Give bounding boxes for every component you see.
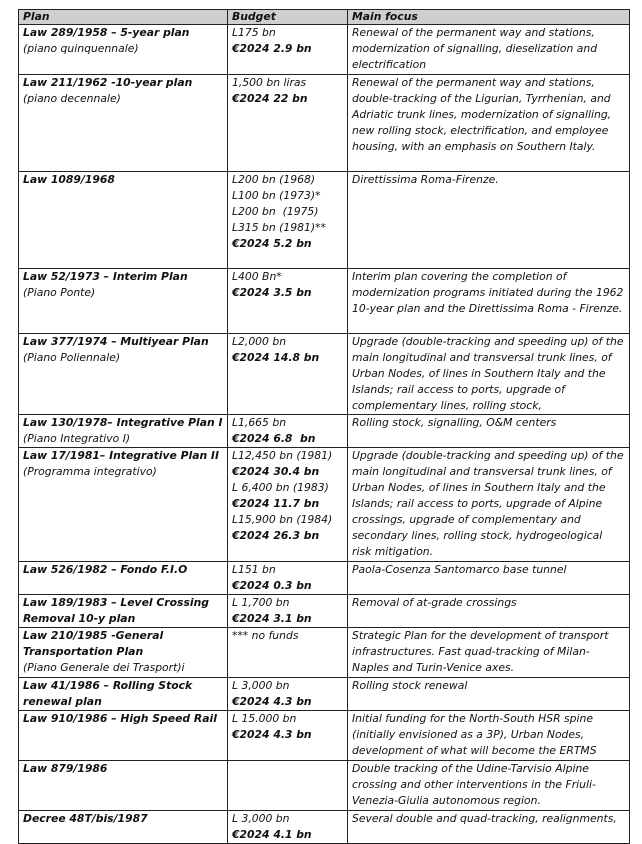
plan-name: Law 210/1985 -General Transportation Plan xyxy=(23,629,164,658)
budget-lira: L12,450 bn (1981) xyxy=(232,449,333,462)
plan-cell xyxy=(19,25,228,75)
plan-name: Law 526/1982 – Fondo F.I.O xyxy=(23,563,188,576)
budget-eur-2024: €2024 14.8 bn xyxy=(232,351,320,364)
table-row xyxy=(19,811,630,844)
plan-subtitle: (piano decennale) xyxy=(23,92,121,105)
budget-lira: L400 Bn* xyxy=(232,270,282,283)
budget-lira: L151 bn xyxy=(232,563,276,576)
plan-name: Law 130/1978– Integrative Plan I xyxy=(23,416,223,429)
budget-eur-2024: €2024 26.3 bn xyxy=(232,529,320,542)
budget-lira: L 6,400 bn (1983) xyxy=(232,481,329,494)
plan-cell xyxy=(19,678,228,711)
budget-cell xyxy=(228,415,348,448)
budget-lira: L2,000 bn xyxy=(232,335,287,348)
budget-cell xyxy=(228,269,348,334)
plan-name: Law 189/1983 – Level Crossing Removal 10-y plan xyxy=(23,596,210,625)
budget-cell xyxy=(228,172,348,269)
plan-subtitle: (Piano Poliennale) xyxy=(23,351,121,364)
plan-name: Law 910/1986 – High Speed Rail xyxy=(23,712,217,725)
budget-eur-2024: €2024 2.9 bn xyxy=(232,42,312,55)
table-row xyxy=(19,595,630,628)
budget-lira: L175 bn xyxy=(232,26,276,39)
table-row xyxy=(19,448,630,562)
plan-name: Law 377/1974 – Multiyear Plan xyxy=(23,335,209,348)
plan-name: Law 211/1962 -10-year plan xyxy=(23,76,193,89)
budget-cell xyxy=(228,711,348,761)
budget-cell xyxy=(228,334,348,415)
budget-lira: L1,665 bn xyxy=(232,416,287,429)
main-focus-cell: Paola-Cosenza Santomarco base tunnel xyxy=(348,562,630,595)
budget-lira: 1,500 bn liras xyxy=(232,76,307,89)
budget-eur-2024: €2024 6.8 bn xyxy=(232,432,316,445)
header-row xyxy=(19,10,630,25)
budget-cell xyxy=(228,448,348,562)
plan-subtitle: (Piano Generale dei Trasport)i xyxy=(23,661,185,674)
plan-cell xyxy=(19,415,228,448)
header-budget: Budget xyxy=(228,10,348,25)
budget-cell xyxy=(228,25,348,75)
budget-eur-2024: €2024 5.2 bn xyxy=(232,237,312,250)
main-focus-cell: Removal of at-grade crossings xyxy=(348,595,630,628)
main-focus-cell: Rolling stock renewal xyxy=(348,678,630,711)
plan-name: Law 41/1986 – Rolling Stock renewal plan xyxy=(23,679,193,708)
plan-name: Decree 48T/bis/1987 xyxy=(23,812,148,825)
main-focus-cell: Renewal of the permanent way and stations, double-tracking of the Ligurian, Tyrrhenian, and Adriatic trunk lines, modernization of signalling, new rolling stock, electrification, and employee housing, with an emphasis on Southern Italy. xyxy=(348,75,630,172)
main-focus-cell: Interim plan covering the completion of modernization programs initiated during the 1962 10-year plan and the Direttissima Roma - Firenze. xyxy=(348,269,630,334)
plan-name: Law 17/1981– Integrative Plan II xyxy=(23,449,219,462)
plan-cell xyxy=(19,269,228,334)
budget-eur-2024: €2024 22 bn xyxy=(232,92,308,105)
budget-cell xyxy=(228,595,348,628)
main-focus-cell: Strategic Plan for the development of transport infrastructures. Fast quad-tracking of Milan-Naples and Turin-Venice axes. xyxy=(348,628,630,678)
budget-cell xyxy=(228,75,348,172)
table-row xyxy=(19,25,630,75)
table-row xyxy=(19,761,630,811)
budget-cell xyxy=(228,761,348,811)
plan-cell xyxy=(19,628,228,678)
main-focus-cell: Several double and quad-tracking, realignments, xyxy=(348,811,630,844)
plan-name: Law 879/1986 xyxy=(23,762,108,775)
table-row xyxy=(19,75,630,172)
budget-lira: L100 bn (1973)* xyxy=(232,189,321,202)
rail-plans-table xyxy=(18,9,630,844)
budget-eur-2024: €2024 3.5 bn xyxy=(232,286,312,299)
plan-name: Law 289/1958 – 5-year plan xyxy=(23,26,190,39)
plan-cell xyxy=(19,595,228,628)
budget-lira: L315 bn (1981)** xyxy=(232,221,326,234)
plan-name: Law 1089/1968 xyxy=(23,173,115,186)
main-focus-cell: Upgrade (double-tracking and speeding up) of the main longitudinal and transversal trunk lines, of Urban Nodes, of lines in Southern Italy and the Islands; rail access to ports, upgrade of Alpine crossings, upgrade of complementary and secondary lines, rolling stock, hydrogeological risk mitigation. xyxy=(348,448,630,562)
budget-lira: L 15.000 bn xyxy=(232,712,297,725)
budget-lira: L 3,000 bn xyxy=(232,679,290,692)
table-row xyxy=(19,678,630,711)
budget-eur-2024: €2024 30.4 bn xyxy=(232,465,320,478)
main-focus-cell: Double tracking of the Udine-Tarvisio Alpine crossing and other interventions in the Friuli-Venezia-Giulia autonomous region. xyxy=(348,761,630,811)
budget-eur-2024: €2024 11.7 bn xyxy=(232,497,320,510)
plan-subtitle: (piano quinquennale) xyxy=(23,42,139,55)
budget-eur-2024: €2024 4.1 bn xyxy=(232,828,312,841)
table-row xyxy=(19,415,630,448)
budget-eur-2024: €2024 4.3 bn xyxy=(232,695,312,708)
budget-eur-2024: €2024 4.3 bn xyxy=(232,728,312,741)
main-focus-cell: Direttissima Roma-Firenze. xyxy=(348,172,630,269)
budget-lira: L 3,000 bn xyxy=(232,812,290,825)
budget-lira: L 1,700 bn xyxy=(232,596,290,609)
budget-lira: L200 bn (1975) xyxy=(232,205,319,218)
header-main-focus: Main focus xyxy=(348,10,630,25)
table-row xyxy=(19,628,630,678)
table-row xyxy=(19,172,630,269)
plan-subtitle: (Piano Integrativo I) xyxy=(23,432,131,445)
plan-cell xyxy=(19,711,228,761)
budget-eur-2024: €2024 0.3 bn xyxy=(232,579,312,592)
budget-lira: L200 bn (1968) xyxy=(232,173,316,186)
plan-cell xyxy=(19,761,228,811)
main-focus-cell: Initial funding for the North-South HSR spine (initially envisioned as a 3P), Urban Nodes, development of what will become the ERTMS xyxy=(348,711,630,761)
plan-cell xyxy=(19,562,228,595)
plan-cell xyxy=(19,75,228,172)
plan-subtitle: (Piano Ponte) xyxy=(23,286,96,299)
table-row xyxy=(19,562,630,595)
plan-cell xyxy=(19,172,228,269)
plan-subtitle: (Programma integrativo) xyxy=(23,465,157,478)
table-row xyxy=(19,269,630,334)
header-plan: Plan xyxy=(19,10,228,25)
budget-cell xyxy=(228,562,348,595)
plan-name: Law 52/1973 – Interim Plan xyxy=(23,270,188,283)
budget-lira: *** no funds xyxy=(232,629,299,642)
budget-lira: L15,900 bn (1984) xyxy=(232,513,333,526)
main-focus-cell: Upgrade (double-tracking and speeding up) of the main longitudinal and transversal trunk lines, of Urban Nodes, of lines in Southern Italy and the Islands; rail access to ports, upgrade of complementary lines, rolling stock, xyxy=(348,334,630,415)
budget-cell xyxy=(228,811,348,844)
plan-cell xyxy=(19,811,228,844)
plan-cell xyxy=(19,334,228,415)
budget-cell xyxy=(228,628,348,678)
budget-eur-2024: €2024 3.1 bn xyxy=(232,612,312,625)
table-row xyxy=(19,711,630,761)
table-row xyxy=(19,334,630,415)
plan-cell xyxy=(19,448,228,562)
main-focus-cell: Renewal of the permanent way and stations, modernization of signalling, dieselization and electrification xyxy=(348,25,630,75)
main-focus-cell: Rolling stock, signalling, O&M centers xyxy=(348,415,630,448)
budget-cell xyxy=(228,678,348,711)
